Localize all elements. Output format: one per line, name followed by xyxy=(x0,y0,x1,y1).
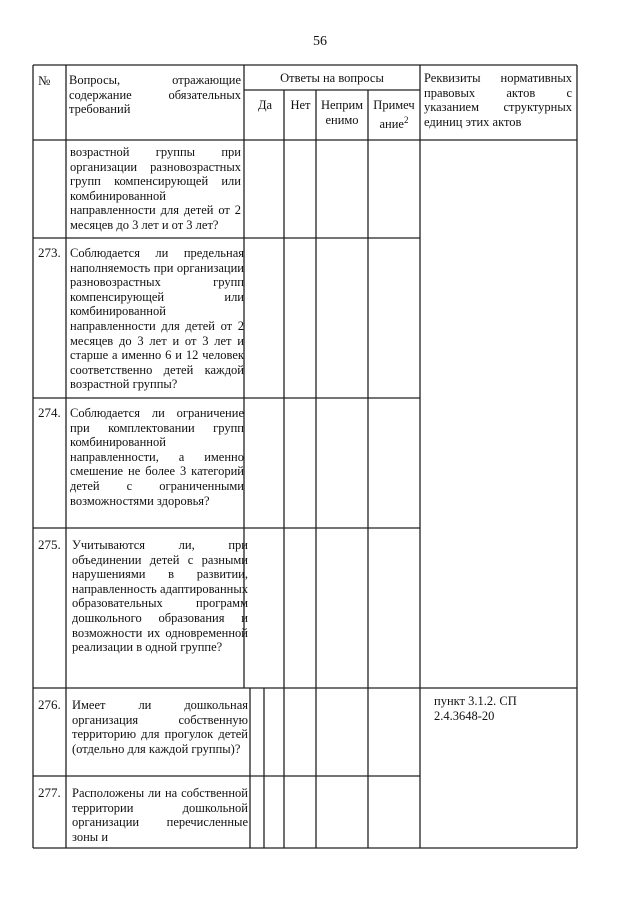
row-4-question: Имеет ли дошкольная организация собственную территорию для прогулок детей (отдельно для каждой группы)? xyxy=(72,698,248,756)
row-1-question: Соблюдается ли предельная наполняемость при организации разновозрастных групп компенсирующей или комбинированной направленности для детей от 2 месяцев до 3 лет и от 3 лет и старше а именно 6 и 12 человек соответственно детей каждой возрастной группы? xyxy=(70,246,244,392)
row-2-question: Соблюдается ли ограничение при комплектовании групп комбинированной направленности, а именно смешение не более 3 категорий детей с ограниченными возможностями здоровья? xyxy=(70,406,244,508)
page-number: 56 xyxy=(313,34,327,49)
header-note-superscript: 2 xyxy=(403,114,409,125)
header-note-label: Примеч ание xyxy=(373,98,415,131)
header-note xyxy=(369,98,419,131)
row-4-number: 276. xyxy=(38,697,61,712)
row-2-number: 274. xyxy=(38,405,61,420)
header-num: № xyxy=(38,73,51,88)
header-question: Вопросы, отражающие содержание обязательных требований xyxy=(69,73,241,117)
row-1-number: 273. xyxy=(38,245,61,260)
row-5-question: Расположены ли на собственной территории дошкольной организации перечисленные зоны и xyxy=(72,786,248,844)
row-3-number: 275. xyxy=(38,537,61,552)
header-no: Нет xyxy=(290,98,311,112)
row-0-question: возрастной группы при организации разновозрастных групп компенсирующей или комбинированной направленности для детей от 2 месяцев до 3 лет и от 3 лет? xyxy=(70,145,241,232)
header-na: Неприм енимо xyxy=(320,98,364,127)
header-requisites: Реквизиты нормативных правовых актов с указанием структурных единиц этих актов xyxy=(424,71,572,129)
row-4-requisites: пункт 3.1.2. СП 2.4.3648-20 xyxy=(434,694,517,723)
header-answers: Ответы на вопросы xyxy=(280,71,384,85)
row-3-question: Учитываются ли, при объединении детей с разными нарушениями в развитии, направленность адаптированных образовательных программ дошкольного образования и возможности их одновременной реализации в одной группе? xyxy=(72,538,248,655)
header-yes: Да xyxy=(257,98,273,112)
row-5-number: 277. xyxy=(38,785,61,800)
